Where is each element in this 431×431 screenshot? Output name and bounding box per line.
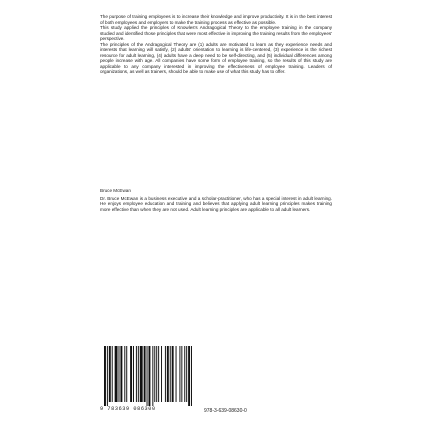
synopsis-paragraph-1: The purpose of training employees is to increase their knowledge and improve productivity. It is in the best interest of both employees and employers to make the training process as effective as possible. [100,14,332,25]
author-name: Bruce McEwan [100,188,131,193]
barcode-bar [126,346,127,402]
barcode-bar [156,346,157,402]
barcode-bar [167,346,169,402]
barcode-bar [181,346,182,402]
barcode-bar [172,346,174,402]
barcode-bars [104,346,192,406]
isbn-number: 978-3-639-08630-0 [204,408,247,414]
barcode-bar [148,346,150,406]
barcode-bar [109,346,111,402]
barcode-bar [104,346,106,406]
barcode-bar [147,346,148,406]
barcode-bar [188,346,190,406]
barcode-bar [161,346,162,402]
barcode-bar [130,346,132,402]
barcode-bar [112,346,113,402]
barcode-bar [176,346,177,402]
barcode-bar [184,346,185,402]
synopsis-paragraph-3: The principles of the Andragogical Theory are (1) adults are motivated to learn as they experience needs and interests that learning will satisfy, (2) adults' orientation to learning is life-centered, (3) experience is the richest resource for adult learning, (4) adults have a deep need to be self-directing, and (5) individual differences among people increase with age. All companies have some form of employee training, so the results of this study are applicable to any company interested in improving the effectiveness of employee training. Leaders of organizations, as well as trainers, should be able to make use of what this study has to offer. [100,41,332,75]
barcode-bar [158,346,159,402]
barcode-bar [119,346,120,402]
synopsis-paragraph-2: This study applied the principles of Knowles's Andragogical Theory to the employee training in the company studied and identified those principles that were most effective in improving the training results from the employees' perspective. [100,25,332,42]
barcode-digits: 9 783639 086300 [100,406,156,412]
barcode-bar [120,346,122,402]
barcode-bar [138,346,139,402]
barcode-bar [191,346,192,406]
barcode-bar [133,346,134,402]
barcode-bar [115,346,118,402]
barcode-bar [136,346,137,402]
barcode-bar [179,346,180,402]
barcode-bar [165,346,166,402]
barcode-bar [170,346,171,402]
barcode-bar [186,346,187,402]
barcode-bar [144,346,146,402]
barcode-bar [107,346,108,406]
barcode-bar [154,346,155,402]
barcode-bar [152,346,153,406]
barcode-bar [124,346,125,402]
book-synopsis [100,14,332,75]
barcode-bar [140,346,143,402]
author-bio-text: Dr. Bruce McEwan is a business executive and a scholar-practitioner, who has a special interest in adult learning. He enjoys employee education and training and believes that applying adult learning principles makes training more effective than when they are not used. Adult learning principles are applicable to all adult learners. [100,195,332,212]
author-bio [100,188,332,212]
isbn-barcode [100,346,194,414]
